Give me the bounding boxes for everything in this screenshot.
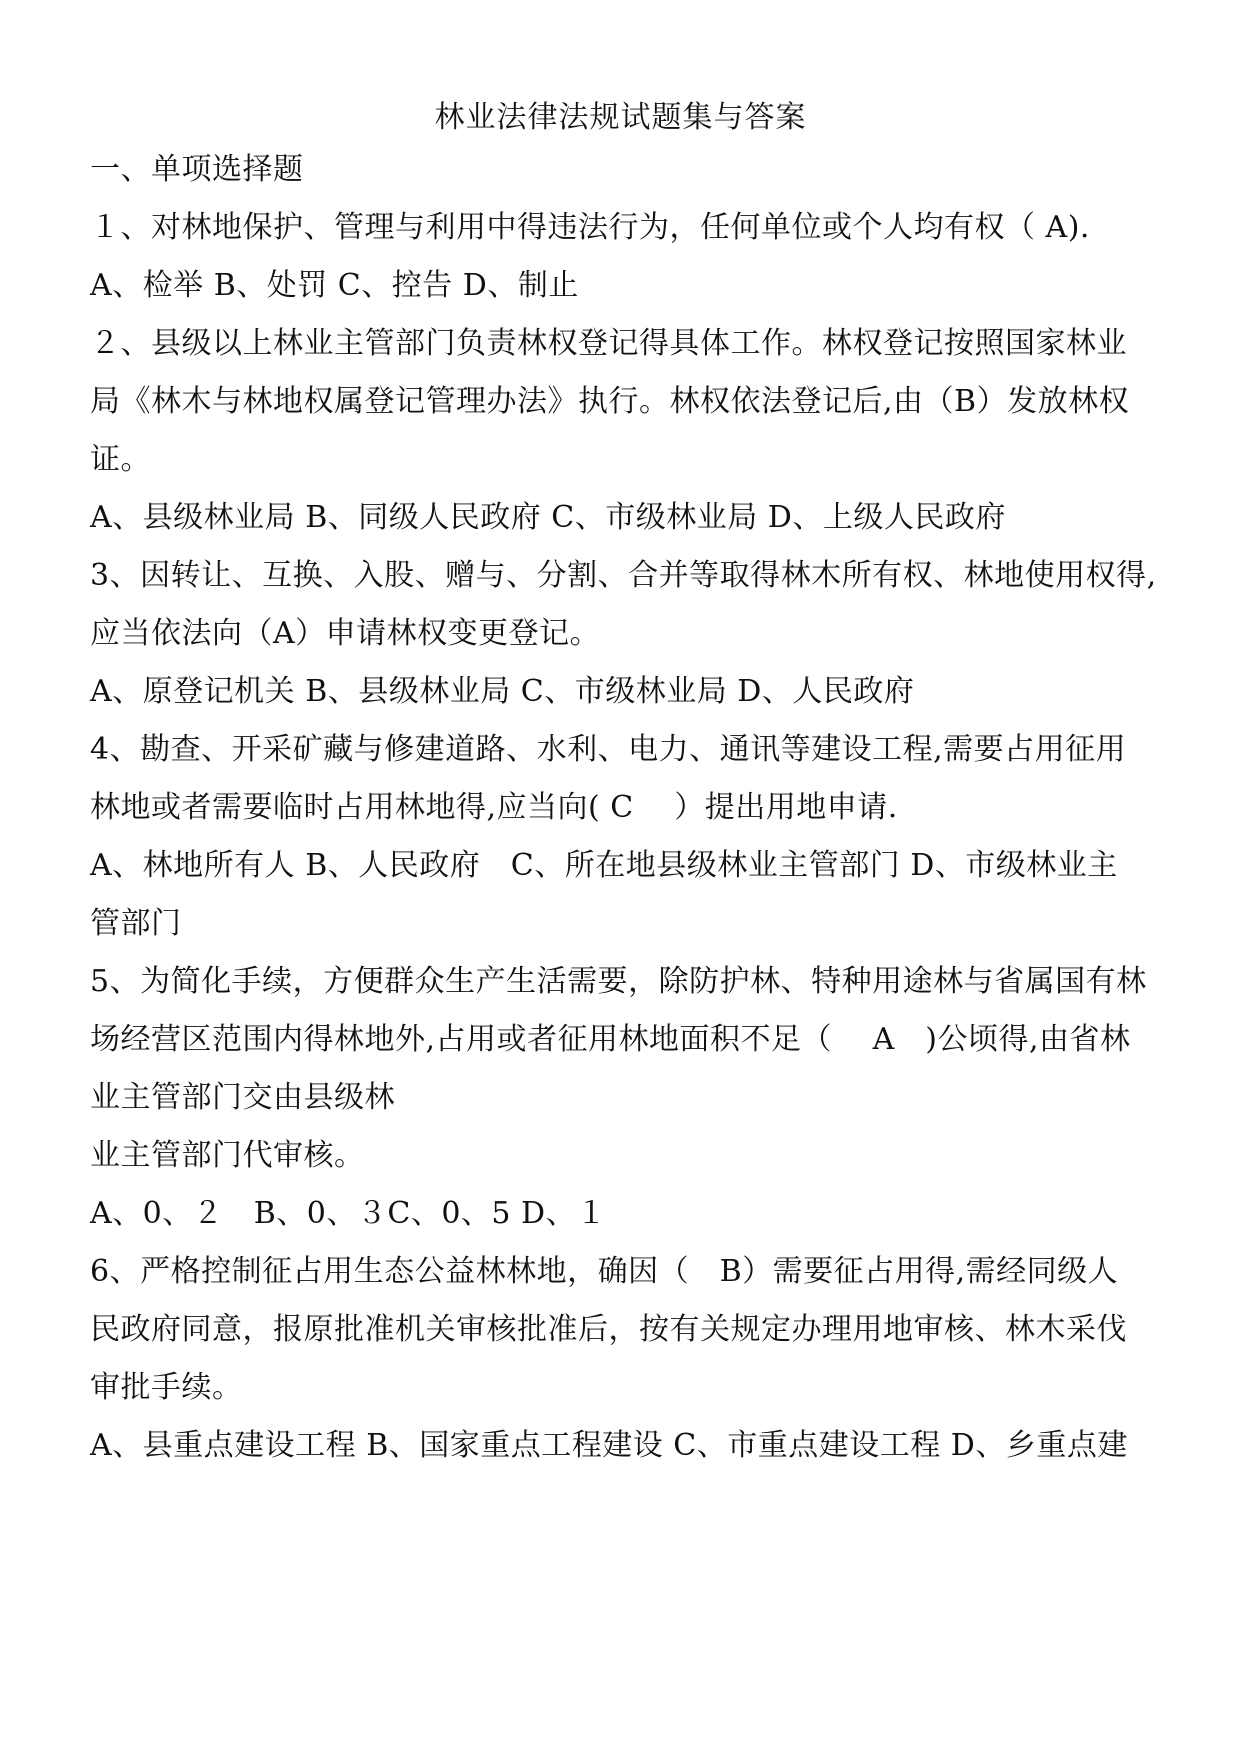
question-3-options: A、原登记机关 B、县级林业局 C、市级林业局 D、人民政府 bbox=[90, 674, 915, 709]
question-1-text: １、对林地保护、管理与利用中得违法行为，任何单位或个人均有权（ A). bbox=[90, 210, 1090, 245]
question-6-text-line-2: 民政府同意，报原批准机关审核批准后，按有关规定办理用地审核、林木采伐 bbox=[90, 1312, 1127, 1347]
question-5-options: A、0、２ B、0、３C、0、5 D、１ bbox=[90, 1196, 607, 1231]
question-4-text-line-1: 4、勘查、开采矿藏与修建道路、水利、电力、通讯等建设工程,需要占用征用 bbox=[90, 732, 1127, 767]
question-5-text-line-3: 业主管部门交由县级林 bbox=[90, 1080, 395, 1115]
question-2-text-line-1: ２、县级以上林业主管部门负责林权登记得具体工作。林权登记按照国家林业 bbox=[90, 326, 1127, 361]
question-6-text-line-3: 审批手续。 bbox=[90, 1370, 243, 1405]
question-6-options: A、县重点建设工程 B、国家重点工程建设 C、市重点建设工程 D、乡重点建 bbox=[90, 1428, 1128, 1463]
question-4-text-line-2: 林地或者需要临时占用林地得,应当向( C ）提出用地申请. bbox=[90, 790, 898, 825]
question-3-text-line-2: 应当依法向（A）申请林权变更登记。 bbox=[90, 616, 601, 651]
question-5-text-line-4: 业主管部门代审核。 bbox=[90, 1138, 365, 1173]
question-2-options: A、县级林业局 B、同级人民政府 C、市级林业局 D、上级人民政府 bbox=[90, 500, 1006, 535]
question-3-text-line-1: 3、因转让、互换、入股、赠与、分割、合并等取得林木所有权、林地使用权得, bbox=[90, 558, 1157, 593]
question-5-text-line-1: 5、为简化手续，方便群众生产生活需要，除防护林、特种用途林与省属国有林 bbox=[90, 964, 1147, 999]
question-4-options-line-2: 管部门 bbox=[90, 906, 182, 941]
question-4-options-line-1: A、林地所有人 B、人民政府 C、所在地县级林业主管部门 D、市级林业主 bbox=[90, 848, 1118, 883]
question-6-text-line-1: 6、严格控制征占用生态公益林林地，确因（ B）需要征占用得,需经同级人 bbox=[90, 1254, 1119, 1289]
question-2-text-line-2: 局《林木与林地权属登记管理办法》执行。林权依法登记后,由（B）发放林权 bbox=[90, 384, 1130, 419]
question-1-options: A、检举 B、处罚 C、控告 D、制止 bbox=[90, 268, 579, 303]
section-heading: 一、单项选择题 bbox=[90, 152, 304, 187]
question-2-text-line-3: 证。 bbox=[90, 442, 151, 477]
question-5-text-line-2: 场经营区范围内得林地外,占用或者征用林地面积不足（ A )公顷得,由省林 bbox=[90, 1022, 1131, 1057]
document-title: 林业法律法规试题集与答案 bbox=[434, 100, 807, 135]
